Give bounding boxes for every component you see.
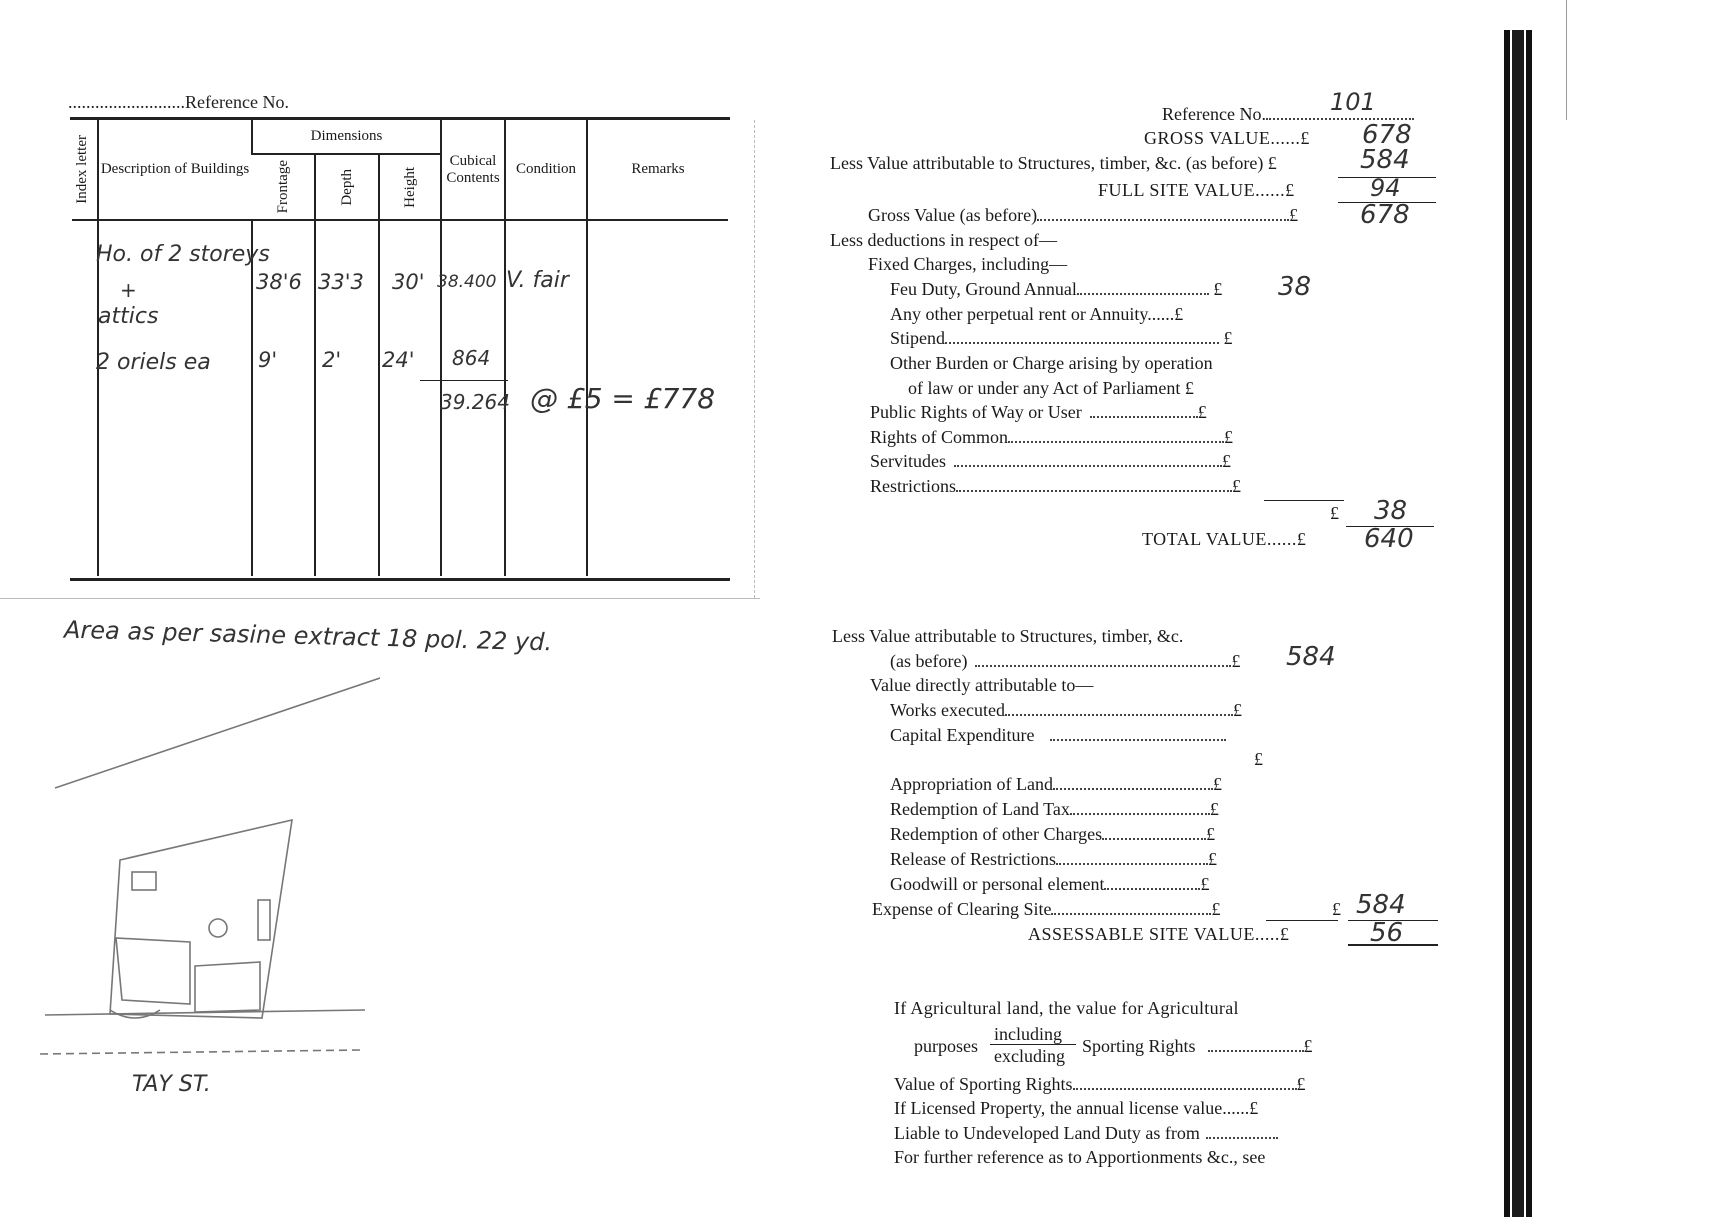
row2-contents: 864 bbox=[452, 346, 491, 370]
remarks-header: Remarks bbox=[587, 120, 728, 220]
undeveloped-row: Liable to Undeveloped Land Duty as from bbox=[894, 1121, 1278, 1146]
value-directly-heading: Value directly attributable to— bbox=[870, 675, 1094, 695]
gross-before-row: Gross Value (as before) £ bbox=[868, 205, 1299, 225]
gross-before-value: 678 bbox=[1360, 200, 1410, 230]
licensed-row: If Licensed Property, the annual license value......£ bbox=[894, 1098, 1259, 1118]
feu-duty-row: Feu Duty, Ground Annual £ bbox=[890, 279, 1223, 299]
agricultural-including: including bbox=[994, 1024, 1062, 1044]
index-letter-header: Index letter bbox=[72, 120, 98, 220]
full-site-value: 94 bbox=[1370, 174, 1401, 202]
section-divider bbox=[0, 598, 760, 599]
site-sketch-plan bbox=[40, 670, 380, 1070]
frontage-header: Frontage bbox=[252, 154, 315, 220]
binding-edge-right bbox=[1526, 30, 1532, 1217]
area-note: Area as per sasine extract 18 pol. 22 yd. bbox=[63, 615, 553, 657]
row2-description: 2 oriels ea bbox=[96, 350, 211, 375]
deductions-total-pound: £ bbox=[1330, 503, 1339, 523]
fixed-charges-heading: Fixed Charges, including— bbox=[868, 254, 1068, 274]
binding-edge-main bbox=[1512, 30, 1524, 1217]
other-burden-row-2: of law or under any Act of Parliament £ bbox=[908, 378, 1194, 398]
redemption-other-row: Redemption of other Charges £ bbox=[890, 824, 1216, 844]
capital-expenditure-row: Capital Expenditure bbox=[890, 723, 1226, 748]
rule-after-assessable bbox=[1348, 944, 1438, 946]
rights-common-row: Rights of Common £ bbox=[870, 427, 1234, 447]
dimensions-header: Dimensions bbox=[252, 120, 441, 154]
total-contents: 39.264 bbox=[440, 390, 510, 414]
right-reference-label: Reference No. bbox=[1162, 102, 1414, 127]
deductions-total: 38 bbox=[1374, 496, 1408, 526]
clearing-site-row: Expense of Clearing Site £ bbox=[872, 899, 1221, 919]
sketch-tree bbox=[209, 919, 227, 937]
restrictions-row: Restrictions £ bbox=[870, 476, 1241, 496]
less-structures2-row-1: Less Value attributable to Structures, timber, &c. bbox=[832, 626, 1184, 646]
agricultural-sporting-row: Sporting Rights £ bbox=[1082, 1036, 1313, 1056]
binding-edge-left bbox=[1504, 30, 1510, 1217]
index-letter-column bbox=[72, 220, 98, 576]
description-header: Description of Buildings bbox=[98, 120, 252, 220]
sketch-hatched-box bbox=[132, 872, 156, 890]
gross-value-label: GROSS VALUE......£ bbox=[1144, 128, 1310, 148]
feu-duty-value: 38 bbox=[1278, 272, 1312, 302]
clearing-total: 584 bbox=[1356, 890, 1406, 920]
total-value-label: TOTAL VALUE......£ bbox=[1142, 529, 1307, 549]
capital-expenditure-pound: £ bbox=[1254, 749, 1263, 769]
stipend-row: Stipend £ bbox=[890, 328, 1233, 348]
description-column bbox=[98, 220, 252, 576]
goodwill-row: Goodwill or personal element £ bbox=[890, 874, 1210, 894]
agricultural-purposes: purposes bbox=[914, 1036, 978, 1056]
rule-before-clearing-total bbox=[1266, 920, 1338, 921]
sketch-street-edge bbox=[40, 1050, 360, 1054]
less-structures2-row-2: (as before) £ bbox=[890, 651, 1241, 671]
row1-height: 30' bbox=[392, 270, 425, 294]
public-rights-row: Public Rights of Way or User £ bbox=[870, 402, 1207, 422]
assessable-value: 56 bbox=[1370, 918, 1404, 948]
height-header: Height bbox=[379, 154, 441, 220]
less-deductions-heading: Less deductions in respect of— bbox=[830, 230, 1057, 250]
page-edge bbox=[1566, 0, 1567, 120]
rate-note: @ £5 = £778 bbox=[530, 382, 716, 415]
works-executed-row: Works executed £ bbox=[890, 700, 1243, 720]
row1-depth: 33'3 bbox=[318, 270, 364, 294]
appropriation-row: Appropriation of Land £ bbox=[890, 774, 1222, 794]
less-structures2-value: 584 bbox=[1286, 642, 1336, 672]
further-reference-row: For further reference as to Apportionments &c., see bbox=[894, 1147, 1266, 1167]
gross-value: 678 bbox=[1362, 120, 1412, 150]
row1-condition: V. fair bbox=[506, 268, 569, 293]
row1-description-plus: + bbox=[120, 278, 137, 302]
assessable-label: ASSESSABLE SITE VALUE.....£ bbox=[1028, 924, 1290, 944]
sketch-boundary-line bbox=[55, 678, 380, 788]
agricultural-row-1: If Agricultural land, the value for Agricultural bbox=[894, 998, 1239, 1018]
row1-description-attics: attics bbox=[98, 304, 159, 329]
sketch-building bbox=[116, 938, 190, 1004]
less-structures-value: 584 bbox=[1360, 145, 1410, 175]
sketch-outbuilding bbox=[195, 962, 260, 1012]
vertical-divider bbox=[754, 120, 755, 598]
value-sporting-row: Value of Sporting Rights £ bbox=[894, 1074, 1306, 1094]
perpetual-rent-row: Any other perpetual rent or Annuity......£ bbox=[890, 304, 1184, 324]
depth-header: Depth bbox=[315, 154, 379, 220]
other-burden-row-1: Other Burden or Charge arising by operation bbox=[890, 353, 1213, 373]
servitudes-row: Servitudes £ bbox=[870, 451, 1231, 471]
sketch-plot-outline bbox=[110, 820, 292, 1018]
row2-depth: 2' bbox=[322, 348, 342, 372]
redemption-land-tax-row: Redemption of Land Tax £ bbox=[890, 799, 1219, 819]
release-restrictions-row: Release of Restrictions £ bbox=[890, 849, 1217, 869]
row2-frontage: 9' bbox=[258, 348, 278, 372]
full-site-label: FULL SITE VALUE......£ bbox=[1098, 180, 1295, 200]
sketch-street-line bbox=[45, 1010, 365, 1015]
less-structures-label: Less Value attributable to Structures, timber, &c. (as before) £ bbox=[830, 153, 1277, 173]
condition-header: Condition bbox=[505, 120, 587, 220]
row2-height: 24' bbox=[382, 348, 415, 372]
row1-frontage: 38'6 bbox=[256, 270, 302, 294]
clearing-total-pound: £ bbox=[1332, 899, 1341, 919]
row1-description: Ho. of 2 storeys bbox=[96, 242, 270, 267]
row1-contents: 38.400 bbox=[437, 272, 497, 292]
total-value: 640 bbox=[1364, 524, 1414, 554]
agricultural-excluding: excluding bbox=[994, 1046, 1065, 1066]
left-reference-label: ..........................Reference No. bbox=[68, 92, 289, 112]
cubical-contents-header: Cubical Contents bbox=[441, 120, 505, 220]
contents-sum-rule bbox=[420, 380, 508, 381]
sketch-steps bbox=[258, 900, 270, 940]
sketch-street-label: TAY ST. bbox=[132, 1072, 211, 1097]
table-bottom-rule bbox=[70, 578, 730, 581]
right-reference-value: 101 bbox=[1330, 88, 1376, 116]
